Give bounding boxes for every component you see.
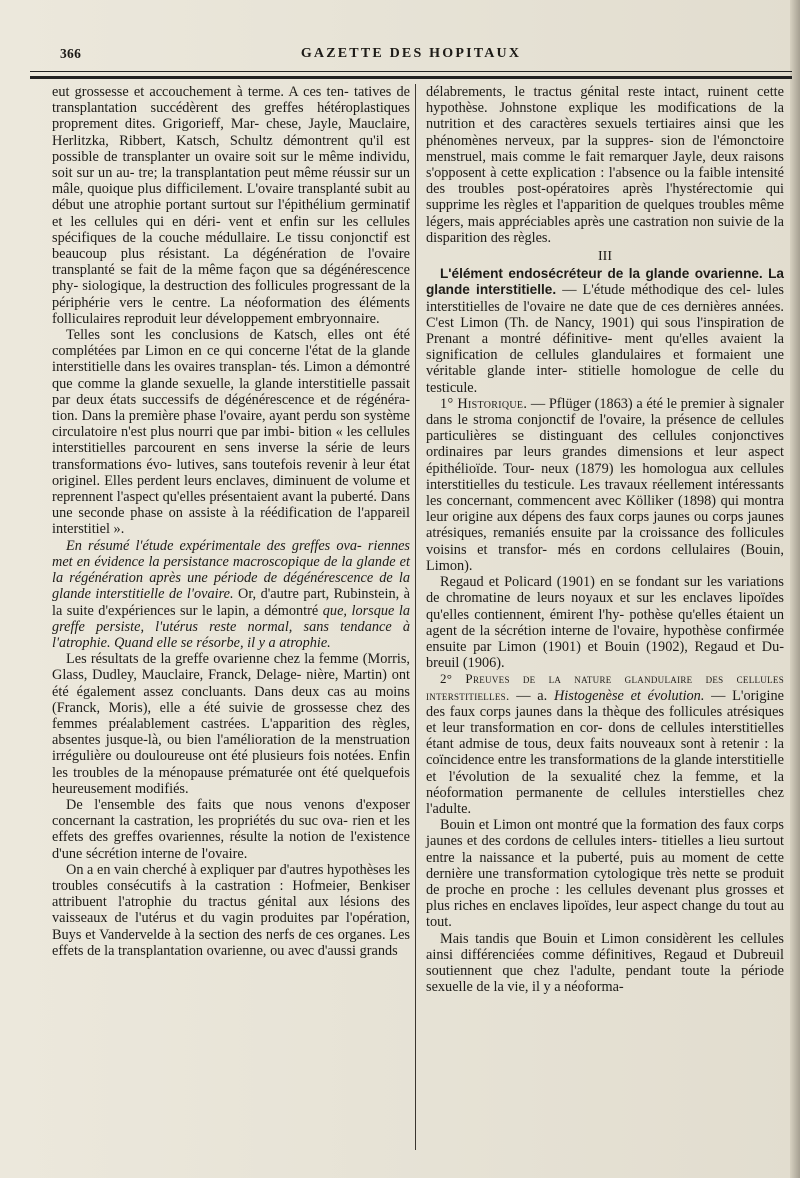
subsection-paragraph — [426, 396, 784, 574]
italic-text: En résumé l'étude expérimentale des greffes ova- riennes met en évidence la persistance macroscopique de la glande et la régénération après une période de dégénérescence de la glande interstitielle de l'ovaire. — [52, 537, 410, 603]
paragraph: Mais tandis que Bouin et Limon considèrent les cellules ainsi différenciées comme définitives, Regaud et Dubreuil soutiennent que chez l'adulte, pendant toute la période sexuelle de la vie, il y a néoforma- — [426, 930, 784, 996]
paragraph-summary — [52, 538, 410, 651]
header-rule-thick — [30, 76, 792, 79]
section-heading: L'élément endosécréteur de la glande ovarienne. La glande interstitielle. — [426, 266, 784, 298]
paragraph-text: — Pflüger (1863) a été le premier à signaler dans le stroma conjonctif de l'ovaire, la présence de cellules particulières se distinguant des cellules conjonctives ordinaires par leurs grandes dimensions et leur aspect épithélioïde. Tour- neux (1879) les homologua aux cellules interstitielles du testicule. Les travaux réellement intéressants les concernant, commencent avec Kölliker (1898) qui montra leur origine aux dépens des faux corps jaunes ou corps jaunes atrésiques, remaniés ensuite par la croissance des follicules voisins et transfor- més en cordons cellulaires (Bouin, Limon). — [426, 395, 784, 574]
paragraph-text: — a. — [509, 687, 554, 704]
paragraph: Les résultats de la greffe ovarienne chez la femme (Morris, Glass, Dudley, Mauclaire, Franck, Delage- nière, Martin) ont été également assez concluants. Dans deux cas au moins (Franck, Moris), elle a été suivie de grossesse chez des femmes préalablement castrées. L'apparition des règles, absentes jusque-là, ou bien l'amélioration de la menstruation irrégulière ou douloureuse ont été plusieurs fois notées. Enfin les troubles de la ménopause prématurée ont été quelquefois heureusement modifiés. — [52, 651, 410, 797]
italic-text: Histogenèse et évolution. — [553, 687, 705, 704]
book-spine-edge — [790, 0, 800, 1178]
paragraph: Bouin et Limon ont montré que la formation des faux corps jaunes et des cordons de cellules inters- titielles a lieu surtout entre la naissance et la puberté, puis au moment de cette dernière une transformation cytologique très nette se produit de proche en proche : les cellules devenant plus grosses et plus riches en enclaves lipoïdes, leur aspect change du tout au tout. — [426, 817, 784, 931]
left-column — [52, 84, 410, 959]
italic-text: que, lorsque la greffe persiste, l'utérus reste normal, sans tendance à l'atrophie. Quand elle se résorbe, il y a atrophie. — [52, 602, 410, 651]
paragraph-text: Or, d'autre part, Rubinstein, à la suite d'expériences sur le lapin, a démontré — [52, 586, 410, 619]
subsection-label: 1° Historique. — [440, 395, 528, 412]
paragraph: eut grossesse et accouchement à terme. A ces ten- tatives de transplantation succédèrent des greffes hétéroplastiques proprement dites. Grigorieff, Mar- chese, Jayle, Mauclaire, Herlitzka, Ribbert, Katsch, Schultz démontrent qu'il est possible de transplanter un ovaire soit sur le même individu, soit sur un au- tre; la transplantation peut même réussir sur un mâle, quoique plus difficilement. L'ovaire transplanté subit au début une atrophie portant surtout sur l'épithélium germinatif et les cellules qui en déri- vent et enfin sur les cellules spécifiques de la couche médullaire. Le tissu conjonctif est beaucoup plus résistant. La dégénération de l'ovaire transplanté se fait de la même façon que sa dégénérescence phy- siologique, la destruction des follicules progressant de la périphérie vers le centre. La néoformation des éléments folliculaires reproduit leur développement embryonnaire. — [52, 84, 410, 327]
journal-title: GAZETTE DES HOPITAUX — [300, 46, 522, 61]
paragraph: De l'ensemble des faits que nous venons d'exposer concernant la castration, les propriétés du suc ova- rien et les effets des greffes ovariennes, résulte la notion de l'existence d'une sécrétion interne de l'ovaire. — [52, 796, 410, 862]
paragraph: délabrements, le tractus génital reste intact, ruinent cette hypothèse. Johnstone explique les modifications de la nutrition et des caractères sexuels tertiaires ainsi que les phénomènes nerveux, par la suppres- sion de l'émonctoire menstruel, mais comme le fait remarquer Jayle, deux raisons s'opposent à cette explication : l'absence ou la faible intensité des troubles post-opératoires après l'hystérectomie qui supprime les règles et l'apparition de quelques troubles même légers, mais appréciables après une castration non suivie de la disparition des règles. — [426, 84, 784, 246]
section-paragraph — [426, 266, 784, 396]
column-divider — [415, 84, 416, 1150]
subsection-label: 2° Preuves de la nature glandulaire des cellules interstitielles. — [426, 671, 784, 703]
page-header — [30, 46, 792, 68]
right-column — [426, 84, 784, 995]
subsection-paragraph — [426, 671, 784, 817]
paragraph: On a en vain cherché à expliquer par d'autres hypothèses les troubles consécutifs à la castration : Hofmeier, Benkiser attribuent l'atrophie du tractus génital aux lésions des vaisseaux de l'utérus et du vagin produites par l'opération, Buys et Vandervelde à la section des nerfs de ces organes. Les effets de la transplantation ovarienne, ou avec d'aussi grands — [52, 861, 410, 959]
header-rule-thin — [30, 71, 792, 72]
section-numeral: III — [598, 249, 612, 265]
paragraph-text: — L'étude méthodique des cel- lules interstitielles de l'ovaire ne date que de ces dernières années. C'est Limon (Th. de Nancy, 1901) qui sous l'inspiration de Prenant a montré définitive- ment qu'elles avaient la signification de cellules glandulaires et formaient une véritable glande inter- stitielle homologue de celle du testicule. — [426, 282, 784, 396]
page-number: 366 — [60, 46, 82, 61]
paragraph-text: — L'origine des faux corps jaunes dans la thèque des follicules atrésiques et leur transformation en cor- dons de cellules interstitielles étant admise de tous, deux faits nouveaux sont à retenir : la coïncidence entre les transformations de la glande interstitielle et l'évolution de la sexualité chez la femme, et la néoformation permanente de cellules interstielles chez l'adulte. — [426, 687, 784, 817]
paragraph: Regaud et Policard (1901) en se fondant sur les variations de chromatine de leurs noyaux et sur les enclaves lipoïdes qu'elles contiennent, émirent l'hy- pothèse qu'elles étaient un agent de la sécrétion interne de l'ovaire, hypothèse confirmée ensuite par Limon (1901) et Bouin (1902), Regaud et Du- breuil (1906). — [426, 574, 784, 672]
paragraph: Telles sont les conclusions de Katsch, elles ont été complétées par Limon en ce qui concerne l'état de la glande interstitielle dans les ovaires transplan- tés. Limon a démontré que comme la glande sexuelle, la glande interstitielle passait par deux états successifs de dégénérescence et de régénéra- tion. Dans la première phase l'ovaire, ayant perdu son système circulatoire n'est plus nourri que par imbi- bition « les cellules interstitielles parcourent en sens inverse la série de leurs transformations évo- lutives, sans toutefois revenir à leur état originel. Elles perdent leurs enclaves, diminuent de volume et reprennent l'aspect qu'elles présentaient avant la puberté. Dans une seconde phase on assiste à la réédification de l'appareil interstitiel ». — [52, 327, 410, 538]
